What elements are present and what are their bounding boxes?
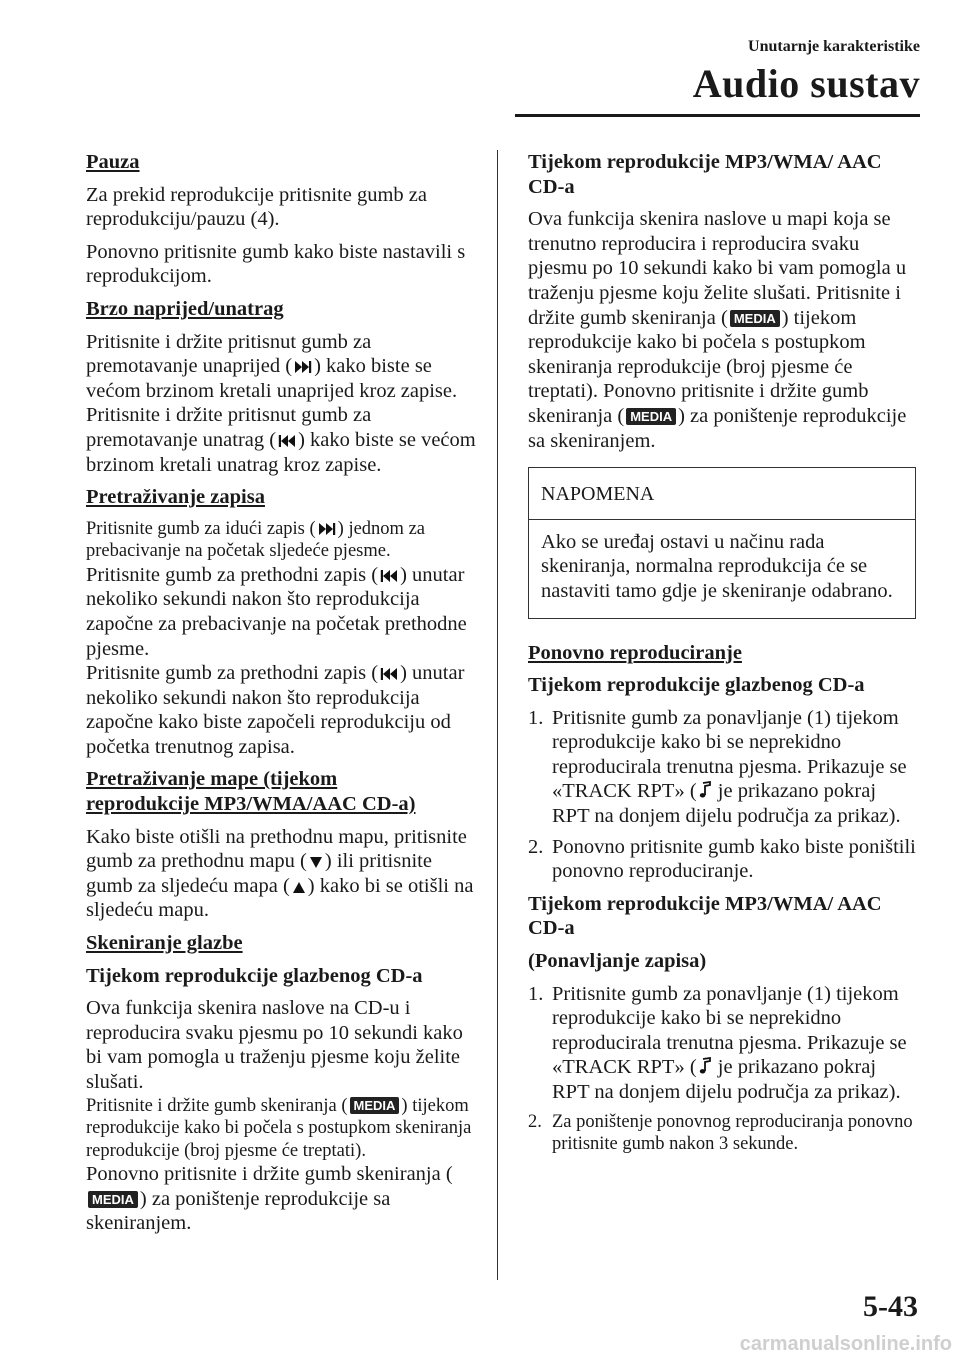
section-title-brzo: Brzo naprijed/unatrag — [86, 297, 284, 320]
pauza-paragraph-2: Ponovno pritisnite gumb kako biste nastavili s reprodukcijom. — [86, 240, 466, 288]
header-title: Audio sustav — [692, 61, 920, 106]
media-button-icon: MEDIA — [350, 1097, 400, 1114]
pretrazivanje-paragraph-3: Pritisnite gumb za prethodni zapis ( ) unutar nekoliko sekundi nakon što reprodukcija započne kako biste započeli reprodukciju od početka trenutnog zapisa. — [86, 662, 465, 758]
note-box — [528, 467, 916, 618]
pretrazivanje-paragraph-2: Pritisnite gumb za prethodni zapis ( ) unutar nekoliko sekundi nakon što reprodukcija započne za prebacivanje na početak prethodne pjesme. — [86, 563, 467, 660]
list-item: 1. Pritisnite gumb za ponavljanje (1) tijekom reprodukcije kako bi se neprekidno reproducirala trenutna pjesma. Prikazuje se «TRACK RPT» ( je prikazano pokraj RPT na donjem dijelu područja za prikaz). — [528, 982, 907, 1103]
mp3-scan-subtitle: Tijekom reprodukcije MP3/WMA/ AAC CD-a — [528, 151, 882, 198]
note-body: Ako se uređaj ostavi u načinu rada skeniranja, normalna reprodukcija će se nastaviti tamo gdje je skeniranje odabrano. — [541, 530, 893, 602]
next-track-icon — [318, 522, 336, 536]
previous-track-icon — [380, 569, 398, 583]
media-button-icon: MEDIA — [626, 408, 676, 425]
mp3-scan-paragraph: Ova funkcija skenira naslove u mapi koja se trenutno reproducira i reproducira svaku pjesmu po 10 sekundi kako bi vam pomogla u traženju pjesme koju želite slušati. Pritisnite i držite gumb skeniranja ( MEDIA ) tijekom reprodukcije kako bi počela s postupkom skeniranja reprodukcije (broj pjesme će treptati). Ponovno pritisnite i držite gumb skeniranja ( MEDIA ) za poništenje reprodukcije sa skeniranjem. — [528, 208, 907, 452]
ponovno-list-2 — [528, 982, 916, 1156]
ponovno-subtitle-2: Tijekom reprodukcije MP3/WMA/ AAC CD-a — [528, 892, 882, 940]
skeniranje-subtitle: Tijekom reprodukcije glazbenog CD-a — [86, 964, 423, 987]
list-item: 2. Ponovno pritisnite gumb kako biste poništili ponovno reproduciranje. — [528, 835, 916, 883]
pauza-paragraph-1: Za prekid reprodukcije pritisnite gumb za reprodukciju/pauzu (4). — [86, 183, 427, 231]
fast-forward-icon — [294, 360, 312, 374]
section-title-skeniranje: Skeniranje glazbe — [86, 932, 243, 955]
section-title-mapa: Pretraživanje mape (tijekom reprodukcije MP3/WMA/AAC CD-a) — [86, 768, 416, 816]
ponovno-subtitle-3: (Ponavljanje zapisa) — [528, 950, 707, 973]
left-column — [86, 150, 480, 1244]
ponovno-subtitle-1: Tijekom reprodukcije glazbenog CD-a — [528, 674, 865, 697]
section-title-ponovno: Ponovno reproduciranje — [528, 641, 742, 664]
music-note-icon — [699, 781, 711, 799]
footer-watermark: carmanualsonline.info — [739, 1333, 952, 1355]
media-button-icon: MEDIA — [88, 1191, 138, 1208]
right-column — [528, 150, 916, 1164]
list-item: 2. Za poništenje ponovnog reproduciranja ponovno pritisnite gumb nakon 3 sekunde. — [528, 1111, 913, 1155]
media-button-icon: MEDIA — [730, 310, 780, 327]
mapa-paragraph: Kako biste otišli na prethodnu mapu, pritisnite gumb za prethodnu mapu ( ) ili pritisnite gumb za sljedeću mapa ( ) kako bi se otišli na sljedeću mapu. — [86, 825, 474, 922]
section-title-pauza: Pauza — [86, 151, 140, 173]
brzo-paragraph: Pritisnite i držite pritisnut gumb za premotavanje unaprijed ( ) kako biste se većom brzinom kretali unaprijed kroz zapise. Pritisnite i držite pritisnut gumb za premotavanje unatrag ( ) kako biste se većom brzinom kretali unatrag kroz zapise. — [86, 330, 476, 476]
previous-track-icon — [380, 667, 398, 681]
ponovno-list-1 — [528, 706, 916, 884]
header-subtitle: Unutarnje karakteristike — [748, 38, 920, 55]
note-heading: NAPOMENA — [529, 468, 915, 520]
page-number: 5-43 — [863, 1290, 918, 1323]
pretrazivanje-paragraph-1: Pritisnite gumb za idući zapis ( ) jednom za prebacivanje na početak sljedeće pjesme. — [86, 518, 425, 562]
list-item: 1. Pritisnite gumb za ponavljanje (1) tijekom reprodukcije kako bi se neprekidno reproducirala trenutna pjesma. Prikazuje se «TRACK RPT» ( je prikazano pokraj RPT na donjem dijelu područja za prikaz). — [528, 706, 907, 828]
skeniranje-paragraph-3: Ponovno pritisnite i držite gumb skeniranja (MEDIA ) za poništenje reprodukcije sa skeniranjem. — [86, 1163, 453, 1235]
column-divider — [497, 150, 498, 1280]
rewind-icon — [278, 434, 296, 448]
header-rule — [515, 114, 920, 117]
folder-up-icon — [292, 881, 306, 894]
skeniranje-paragraph-2: Pritisnite i držite gumb skeniranja ( MEDIA ) tijekom reprodukcije kako bi počela s postupkom skeniranja reprodukcije (broj pjesme će treptati). — [86, 1095, 472, 1161]
music-note-icon — [699, 1057, 711, 1075]
folder-down-icon — [309, 856, 323, 869]
skeniranje-paragraph-1: Ova funkcija skenira naslove na CD-u i reproducira svaku pjesmu po 10 sekundi kako bi vam pomogla u traženju pjesme koju želite slušati. — [86, 997, 463, 1093]
section-title-pretrazivanje: Pretraživanje zapisa — [86, 486, 265, 509]
